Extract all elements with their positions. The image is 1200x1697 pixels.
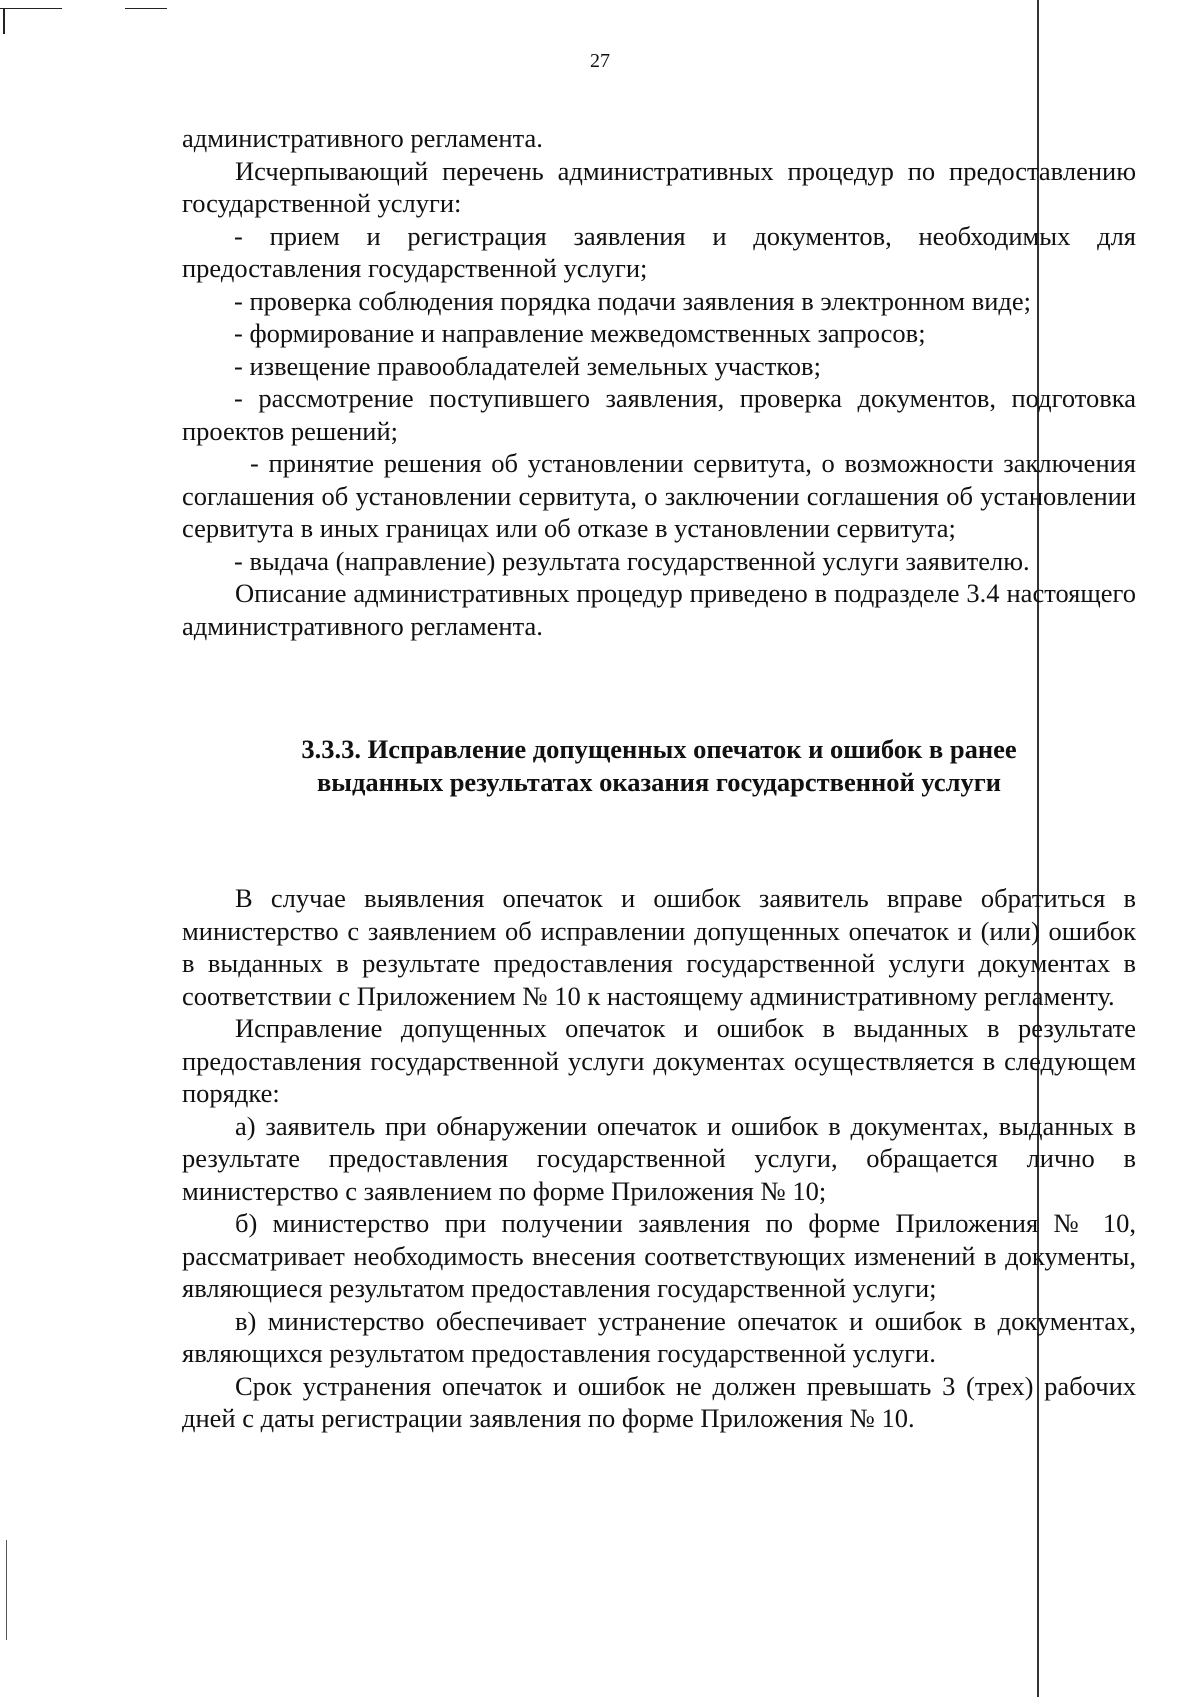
- scan-artifact-left-edge: [3, 8, 5, 34]
- paragraph: в) министерство обеспечивает устранение опечаток и ошибок в документах, являющихся результатом предоставления государственной услуги.: [182, 1305, 1136, 1368]
- paragraph: б) министерство при получении заявления по форме Приложения № 10, рассматривает необходимость внесения соответствующих изменений в документы, являющиеся результатом предоставления государственной услуги;: [182, 1208, 1136, 1303]
- list-item: - прием и регистрация заявления и документов, необходимых для предоставления государственной услуги;: [182, 220, 1136, 283]
- list-item: - выдача (направление) результата государственной услуги заявителю.: [234, 545, 1030, 576]
- section-heading: 3.3.3. Исправление допущенных опечаток и ошибок в ранее выданных результатах оказания государственной услуги: [301, 734, 1017, 797]
- list-item: - извещение правообладателей земельных участков;: [234, 350, 821, 381]
- page-number: 27: [590, 50, 610, 72]
- scan-artifact-left-bottom: [6, 1540, 7, 1640]
- paragraph: а) заявитель при обнаружении опечаток и ошибок в документах, выданных в результате предоставления государственной услуги, обращается лично в министерство с заявлением по форме Приложения № 10;: [182, 1110, 1136, 1206]
- document-body: [182, 122, 1136, 1435]
- paragraph: Срок устранения опечаток и ошибок не должен превышать 3 (трех) рабочих дней с даты регистрации заявления по формe Приложения № 10.: [182, 1370, 1136, 1433]
- paragraph: Описание административных процедур приведено в подразделе 3.4 настоящего административного регламента.: [182, 578, 1136, 641]
- scan-artifact-top-left: [0, 8, 62, 9]
- list-item: - проверка соблюдения порядка подачи заявления в электронном виде;: [234, 285, 1031, 316]
- scan-artifact-top-left-2: [125, 8, 167, 9]
- paragraph: административного регламента.: [182, 123, 543, 153]
- paragraph: В случае выявления опечаток и ошибок заявитель вправе обратиться в министерство с заявлением об исправлении допущенных опечаток и (или) ошибок в выданных в результате предоставления государственной услуги документах в соответствии с Приложением № 10 к настоящему административному регламенту.: [182, 883, 1136, 1011]
- list-item: - формирование и направление межведомственных запросов;: [234, 318, 926, 348]
- paragraph: Исчерпывающий перечень административных процедур по предоставлению государственной услуги:: [182, 155, 1136, 218]
- list-item: - рассмотрение поступившего заявления, проверка документов, подготовка проектов решений;: [182, 383, 1136, 446]
- list-item: - принятие решения об установлении сервитута, о возможности заключения соглашения об установлении сервитута, о заключении соглашения об установлении сервитута в иных границах или об отказе в установлении сервитута;: [182, 448, 1136, 543]
- paragraph: Исправление допущенных опечаток и ошибок в выданных в результате предоставления государственной услуги документах осуществляется в следующем порядке:: [182, 1013, 1136, 1108]
